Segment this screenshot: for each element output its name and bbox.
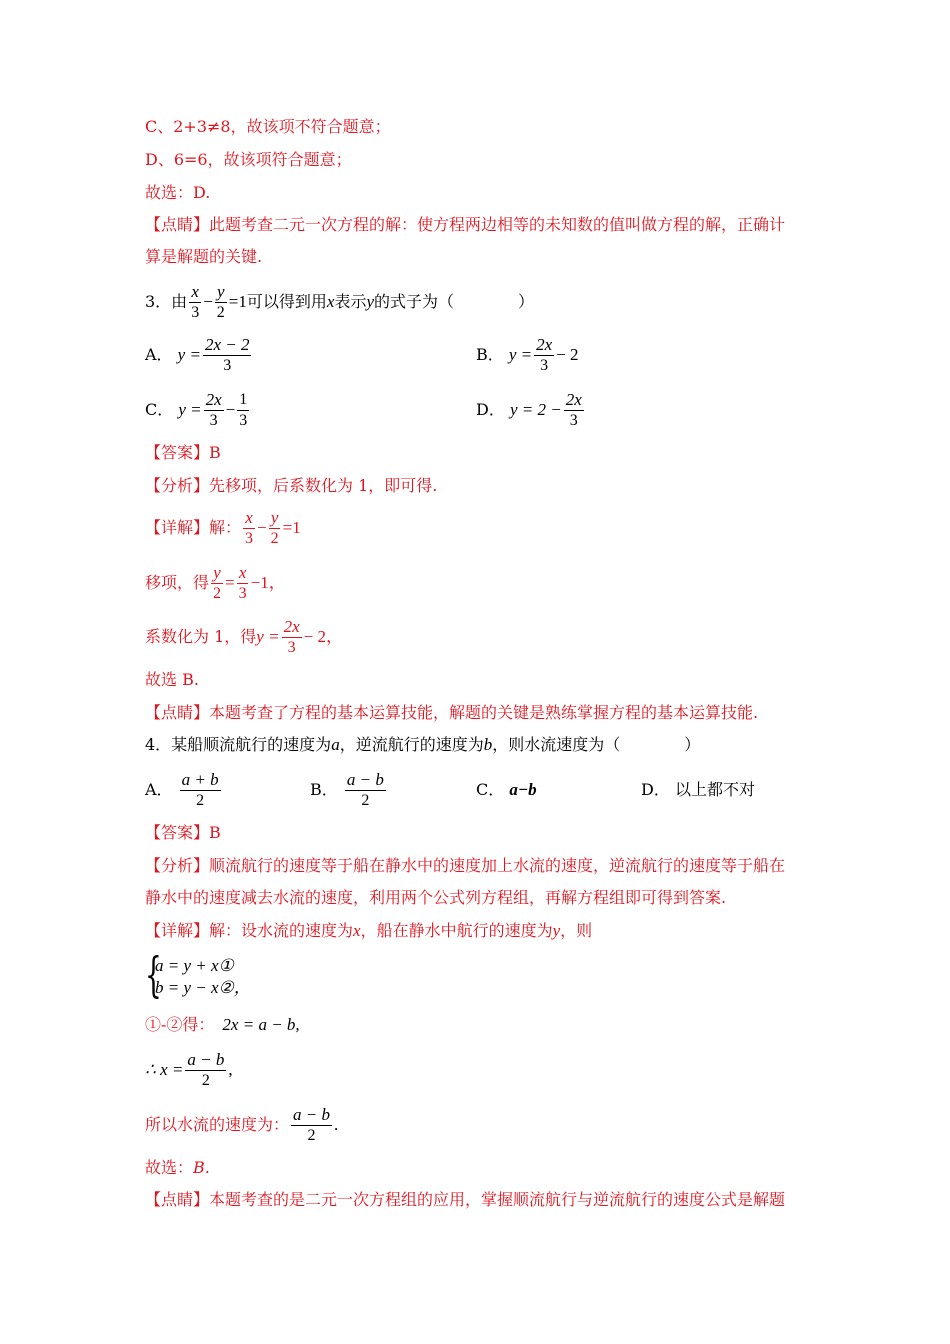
q4-analysis-2: 静水中的速度减去水流的速度，利用两个公式列方程组，再解方程组即可得到答案. — [145, 888, 727, 907]
q3-frac-x3: $\frac{x}{3}$ — [191, 282, 200, 321]
q3-frac-y2: $\frac{y}{2}$ — [216, 282, 225, 321]
q3-answer: 【答案】B — [145, 443, 221, 462]
question-4-stem: 4．某船顺流航行的速度为a，逆流航行的速度为b，则水流速度为（ ） — [145, 735, 701, 754]
q3-prefix: 3．由 — [145, 292, 188, 311]
q4-subtract: ①-②得： 2x = a − b, — [145, 1015, 300, 1034]
q4-option-d: D． 以上都不对 — [641, 780, 755, 799]
choose-answer: 故选：D. — [145, 183, 211, 202]
q4-option-a: A． $\frac{a + b}{2}$ — [145, 770, 219, 809]
option-c-explanation: C、2+3≠8，故该项不符合题意； — [145, 117, 391, 136]
dianjing-text: 此题考查二元一次方程的解：使方程两边相等的未知数的值叫做方程的解，正确计 — [209, 215, 786, 234]
q4-sys-eq2: b = y − x②， — [155, 978, 251, 997]
q4-option-b: B． $\frac{a - b}{2}$ — [310, 770, 384, 809]
dianjing-comment — [145, 215, 785, 235]
q4-so: 所以水流的速度为： $\frac{a - b}{2}$ . — [145, 1105, 339, 1144]
q3-detail: 【详解】解： $\frac{x}{3}$ − $\frac{y}{2}$ =1 — [145, 508, 301, 547]
q3-option-d: D． y = 2 − $\frac{2x}{3}$ — [476, 390, 582, 429]
q3-analysis: 【分析】先移项，后系数化为 1，即可得. — [145, 476, 438, 495]
q4-equation-system — [145, 947, 251, 1003]
q4-analysis-1: 【分析】顺流航行的速度等于船在静水中的速度加上水流的速度，逆流航行的速度等于船在 — [145, 856, 786, 875]
q3-suffix: 可以得到用 — [246, 292, 327, 311]
option-d-explanation: D、6=6，故该项符合题意； — [145, 150, 352, 169]
q3-option-b: B． y = $\frac{2x}{3}$ − 2 — [476, 335, 579, 374]
q4-dianjing: 【点睛】本题考查的是二元一次方程组的应用，掌握顺流航行与逆流航行的速度公式是解题 — [145, 1190, 786, 1209]
q3-step2: 系数化为 1，得y = $\frac{2x}{3}$ − 2， — [145, 617, 343, 656]
q4-answer: 【答案】B — [145, 823, 221, 842]
dianjing-comment-cont: 算是解题的关键. — [145, 247, 263, 266]
question-3-stem: 3．由 $\frac{x}{3}$ − $\frac{y}{2}$ =1可以得到用x表示y的式子为（ ） — [145, 282, 535, 321]
q4-therefore: ∴ x = $\frac{a - b}{2}$ , — [145, 1050, 233, 1089]
q4-choose: 故选：B. — [145, 1158, 210, 1177]
q3-option-c: C． y = $\frac{2x}{3}$ − $\frac{1}{3}$ — [145, 390, 248, 429]
q3-option-a: A． y = $\frac{2x - 2}{3}$ — [145, 335, 250, 374]
q3-step1: 移项，得 $\frac{y}{2}$ = $\frac{x}{3}$ −1， — [145, 563, 286, 602]
q3-dianjing: 【点睛】本题考查了方程的基本运算技能，解题的关键是熟练掌握方程的基本运算技能. — [145, 703, 759, 722]
q4-option-c: C． a−b — [476, 780, 537, 799]
dianjing-tag: 【点睛】 — [145, 215, 210, 234]
q4-sys-eq1: a = y + x① — [155, 956, 234, 975]
q4-detail: 【详解】解：设水流的速度为x，船在静水中航行的速度为y，则 — [145, 921, 593, 940]
brace-icon: { — [145, 947, 162, 1003]
q3-choose: 故选 B. — [145, 670, 199, 689]
